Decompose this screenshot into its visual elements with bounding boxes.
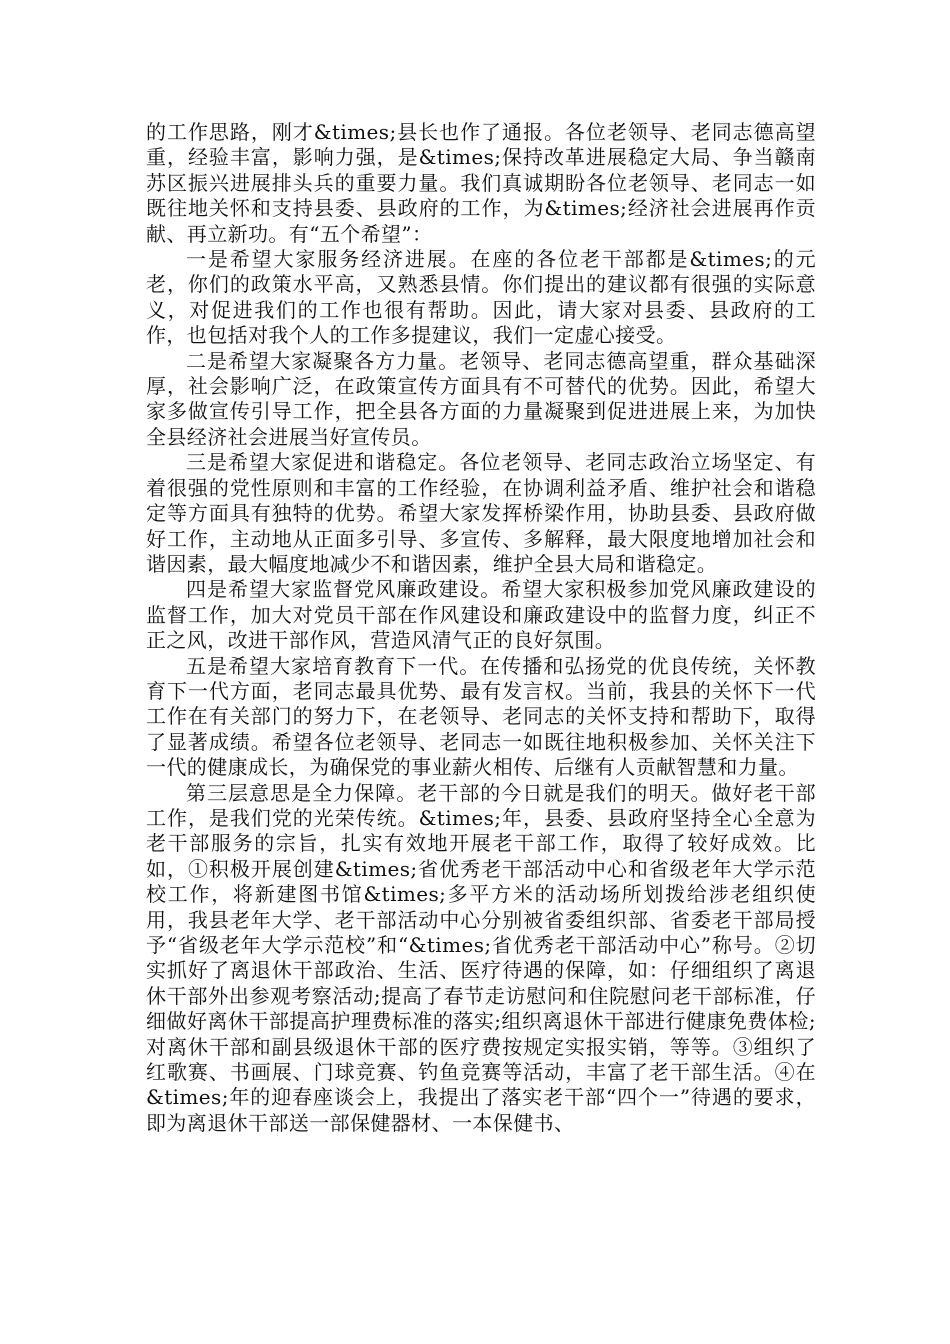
document-page [146, 120, 816, 1136]
paragraph-hope-4: 四是希望大家监督党风廉政建设。希望大家积极参加党风廉政建设的监督工作，加大对党员干部在作风建设和廉政建设中的监督力度，纠正不正之风，改进干部作风，营造风清气正的良好氛围。 [146, 577, 816, 653]
paragraph-intro: 的工作思路，刚才&times;县长也作了通报。各位老领导、老同志德高望重，经验丰富，影响力强，是&times;保持改革进展稳定大局、争当赣南苏区振兴进展排头兵的重要力量。我们真诚期盼各位老领导、老同志一如既往地关怀和支持县委、县政府的工作，为&times;经济社会进展再作贡献、再立新功。有“五个希望”： [146, 120, 816, 246]
paragraph-hope-2: 二是希望大家凝聚各方力量。老领导、老同志德高望重，群众基础深厚，社会影响广泛，在政策宣传方面具有不可替代的优势。因此，希望大家多做宣传引导工作，把全县各方面的力量凝聚到促进进展上来，为加快全县经济社会进展当好宣传员。 [146, 348, 816, 449]
paragraph-hope-1: 一是希望大家服务经济进展。在座的各位老干部都是&times;的元老，你们的政策水平高，又熟悉县情。你们提出的建议都有很强的实际意义，对促进我们的工作也很有帮助。因此，请大家对县委、县政府的工作，也包括对我个人的工作多提建议，我们一定虚心接受。 [146, 247, 816, 348]
paragraph-hope-3: 三是希望大家促进和谐稳定。各位老领导、老同志政治立场坚定、有着很强的党性原则和丰富的工作经验，在协调利益矛盾、维护社会和谐稳定等方面具有独特的优势。希望大家发挥桥梁作用，协助县委、县政府做好工作，主动地从正面多引导、多宣传、多解释，最大限度地增加社会和谐因素，最大幅度地减少不和谐因素，维护全县大局和谐稳定。 [146, 450, 816, 576]
paragraph-hope-5: 五是希望大家培育教育下一代。在传播和弘扬党的优良传统，关怀教育下一代方面，老同志最具优势、最有发言权。当前，我县的关怀下一代工作在有关部门的努力下，在老领导、老同志的关怀支持和帮助下，取得了显著成绩。希望各位老领导、老同志一如既往地积极参加、关怀关注下一代的健康成长，为确保党的事业薪火相传、后继有人贡献智慧和力量。 [146, 653, 816, 780]
paragraph-guarantee: 第三层意思是全力保障。老干部的今日就是我们的明天。做好老干部工作，是我们党的光荣传统。&times;年，县委、县政府坚持全心全意为老干部服务的宗旨，扎实有效地开展老干部工作，取得了较好成效。比如，①积极开展创建&times;省优秀老干部活动中心和省级老年大学示范校工作，将新建图书馆&times;多平方米的活动场所划拨给涉老组织使用，我县老年大学、老干部活动中心分别被省委组织部、省委老干部局授予“省级老年大学示范校”和“&times;省优秀老干部活动中心”称号。②切实抓好了离退休干部政治、生活、医疗待遇的保障，如：仔细组织了离退休干部外出参观考察活动;提高了春节走访慰问和住院慰问老干部标准，仔细做好离休干部提高护理费标准的落实;组织离退休干部进行健康免费体检;对离休干部和副县级退休干部的医疗费按规定实报实销，等等。③组织了红歌赛、书画展、门球竞赛、钓鱼竞赛等活动，丰富了老干部生活。④在&times;年的迎春座谈会上，我提出了落实老干部“四个一”待遇的要求，即为离退休干部送一部保健器材、一本保健书、 [146, 780, 816, 1135]
